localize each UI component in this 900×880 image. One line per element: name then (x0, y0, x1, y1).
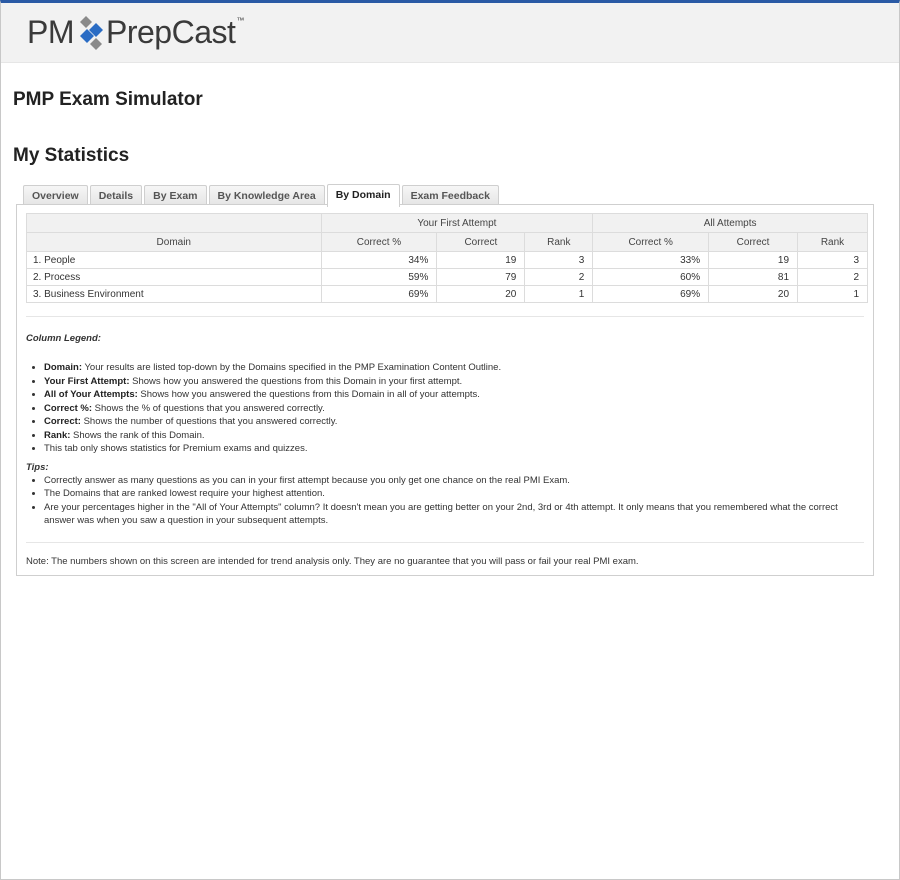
tab-by-knowledge-area[interactable]: By Knowledge Area (209, 185, 325, 206)
legend-item (44, 415, 864, 429)
legend-item (44, 361, 864, 375)
legend-text: Shows how you answered the questions from this Domain in all of your attempts. (137, 389, 480, 400)
tip-item: • Correctly answer as many questions as you can in your first attempt because you only get one chance on the real PMI Exam. (44, 474, 864, 488)
diamond-logo-icon (77, 14, 105, 52)
legend-item (44, 388, 864, 402)
domain-statistics-table (26, 213, 868, 303)
tab-by-exam[interactable]: By Exam (144, 185, 206, 206)
tab-overview[interactable]: Overview (23, 185, 88, 206)
legend-term: Correct: (44, 416, 81, 427)
column-header-first-correct: Correct (437, 233, 525, 252)
first-rank-cell: 1 (525, 286, 593, 303)
legend-term: Your First Attempt: (44, 375, 130, 387)
domain-cell: 1. People (27, 252, 322, 269)
column-header-all-correct: Correct (709, 233, 798, 252)
legend-text: Shows how you answered the questions from this Domain in your first attempt. (129, 375, 463, 387)
tab-exam-feedback[interactable]: Exam Feedback (402, 185, 499, 206)
all-correct-cell: 19 (709, 252, 798, 269)
all-rank-cell: 3 (798, 252, 868, 269)
legend-list (26, 361, 864, 456)
all-rank-cell: 2 (798, 269, 868, 286)
legend-text: Shows the % of questions that you answered correctly. (92, 402, 325, 414)
all-correct-pct-cell: 33% (593, 252, 709, 269)
column-group-first-attempt: Your First Attempt (321, 214, 593, 233)
first-correct-cell: 79 (437, 269, 525, 286)
app-title: PMP Exam Simulator (13, 89, 203, 110)
legend-term: Rank: (44, 429, 71, 441)
all-correct-cell: 81 (709, 269, 798, 286)
column-header-first-rank: Rank (525, 233, 593, 252)
trademark-mark: ™ (236, 16, 244, 25)
all-correct-pct-cell: 69% (593, 286, 709, 303)
domain-cell: 2. Process (27, 269, 322, 286)
first-correct-pct-cell: 69% (321, 286, 437, 303)
tab-panel-by-domain (16, 204, 874, 576)
legend-item (44, 442, 864, 456)
table-row (27, 269, 868, 286)
section-divider (26, 316, 864, 317)
tip-item: • The Domains that are ranked lowest require your highest attention. (44, 487, 864, 501)
tab-by-domain[interactable]: By Domain (327, 184, 400, 207)
legend-text: This tab only shows statistics for Premium exams and quizzes. (44, 443, 308, 454)
tab-details[interactable]: Details (90, 185, 142, 206)
first-rank-cell: 3 (525, 252, 593, 269)
column-header-all-rank: Rank (798, 233, 868, 252)
all-correct-cell: 20 (709, 286, 798, 303)
brand-logo[interactable] (27, 14, 244, 52)
tip-item: • Are your percentages higher in the "All of Your Attempts" column? It doesn't mean you are getting better on your 2nd, 3rd or 4th attempt. It only means that you remembered what the correct answer was when you saw a question in your subsequent attempts. (44, 501, 864, 528)
tips-list (26, 474, 864, 528)
table-header-blank (27, 214, 322, 233)
table-header-row (27, 233, 868, 252)
column-header-domain: Domain (27, 233, 322, 252)
column-header-all-correct-pct: Correct % (593, 233, 709, 252)
brand-logo-left: PM (27, 14, 74, 50)
table-group-header-row (27, 214, 868, 233)
tips-heading: Tips: (26, 461, 49, 473)
all-correct-pct-cell: 60% (593, 269, 709, 286)
table-row (27, 252, 868, 269)
first-correct-cell: 19 (437, 252, 525, 269)
first-rank-cell: 2 (525, 269, 593, 286)
legend-item (44, 375, 864, 389)
brand-logo-right: PrepCast (106, 14, 236, 50)
site-header (1, 3, 899, 63)
legend-heading: Column Legend: (26, 333, 101, 344)
all-rank-cell: 1 (798, 286, 868, 303)
section-divider (26, 542, 864, 543)
column-legend (26, 333, 864, 528)
disclaimer-note: Note: The numbers shown on this screen are intended for trend analysis only. They are no guarantee that you will pass or fail your real PMI exam. (26, 556, 639, 567)
legend-text: Your results are listed top-down by the Domains specified in the PMP Examination Content Outline. (82, 362, 502, 373)
first-correct-pct-cell: 34% (321, 252, 437, 269)
legend-item (44, 429, 864, 443)
legend-text: Shows the number of questions that you answered correctly. (80, 416, 338, 427)
legend-term: Domain: (44, 362, 82, 373)
legend-text: Shows the rank of this Domain. (70, 429, 205, 441)
table-row (27, 286, 868, 303)
page-title: My Statistics (13, 145, 130, 166)
legend-term: All of Your Attempts: (44, 389, 138, 400)
legend-term: Correct %: (44, 402, 93, 414)
first-correct-pct-cell: 59% (321, 269, 437, 286)
first-correct-cell: 20 (437, 286, 525, 303)
column-header-first-correct-pct: Correct % (321, 233, 437, 252)
column-group-all-attempts: All Attempts (593, 214, 868, 233)
domain-cell: 3. Business Environment (27, 286, 322, 303)
legend-item (44, 402, 864, 416)
statistics-tabs (23, 183, 501, 206)
